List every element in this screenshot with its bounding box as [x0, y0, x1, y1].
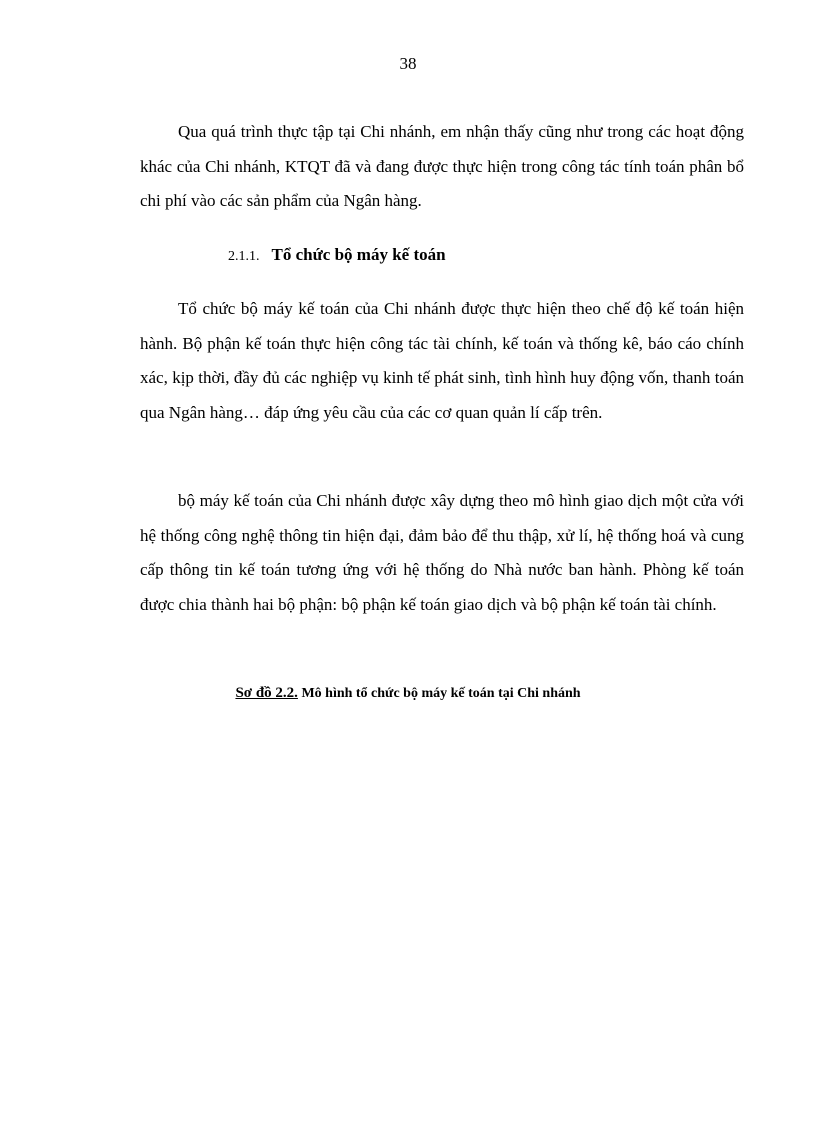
diagram-title: Mô hình tổ chức bộ máy kế toán tại Chi nhánh	[301, 686, 581, 701]
diagram-label: Sơ đồ 2.2.	[235, 685, 298, 701]
diagram-caption	[0, 678, 816, 709]
paragraph-intro-text: Qua quá trình thực tập tại Chi nhánh, em nhận thấy cũng như trong các hoạt động khác của Chi nhánh, KTQT đã và đang được thực hiện trong công tác tính toán phân bổ chi phí vào các sản phẩm của Ngân hàng.	[140, 122, 744, 210]
section-title: Tổ chức bộ máy kế toán	[271, 245, 446, 264]
paragraph-structure-text: bộ máy kế toán của Chi nhánh được xây dựng theo mô hình giao dịch một cửa với hệ thống công nghệ thông tin hiện đại, đảm bảo để thu thập, xử lí, hệ thống hoá và cung cấp thông tin kế toán tương ứng với hệ thống do Nhà nước ban hành. Phòng kế toán được chia thành hai bộ phận: bộ phận kế toán giao dịch và bộ phận kế toán tài chính.	[140, 491, 744, 614]
paragraph-structure	[140, 484, 744, 622]
section-number: 2.1.1.	[228, 249, 260, 264]
section-heading	[228, 238, 708, 274]
paragraph-intro	[140, 115, 744, 219]
paragraph-organization	[140, 292, 744, 430]
page-number: 38	[399, 54, 417, 73]
paragraph-organization-text: Tổ chức bộ máy kế toán của Chi nhánh được thực hiện theo chế độ kế toán hiện hành. Bộ phận kế toán thực hiện công tác tài chính, kế toán và thống kê, báo cáo chính xác, kịp thời, đầy đủ các nghiệp vụ kinh tế phát sinh, tình hình huy động vốn, thanh toán qua Ngân hàng… đáp ứng yêu cầu của các cơ quan quản lí cấp trên.	[140, 299, 744, 422]
